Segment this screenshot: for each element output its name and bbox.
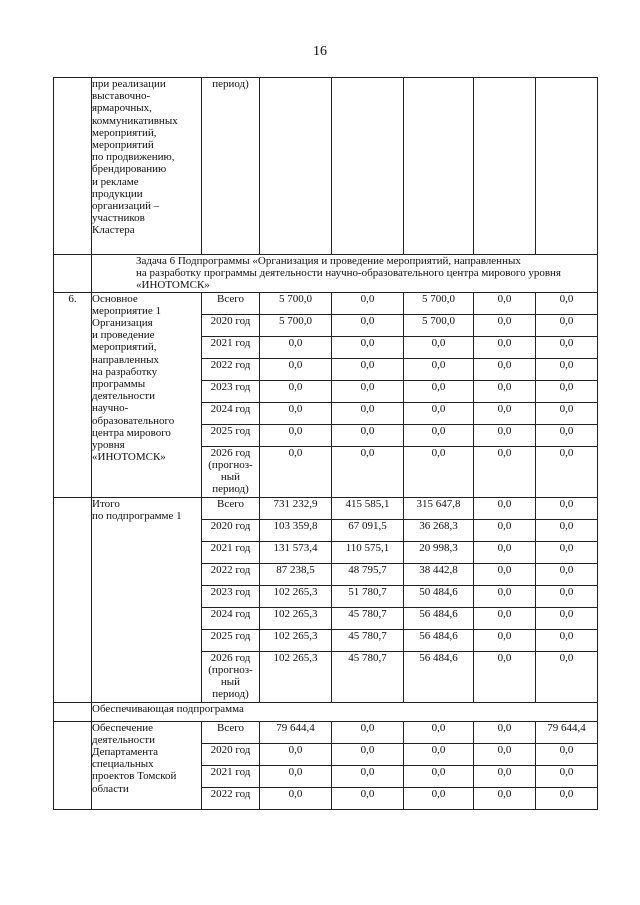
value-cell: 0,0 — [474, 743, 536, 765]
year-cell: 2023 год — [202, 585, 260, 607]
value-cell: 56 484,6 — [404, 607, 474, 629]
year-cell: 2024 год — [202, 402, 260, 424]
text-line: «ИНОТОМСК» — [92, 451, 166, 464]
number-cell — [54, 78, 92, 255]
year-cell: 2020 год — [202, 314, 260, 336]
text-line: (прогноз- — [208, 663, 253, 676]
year-cell: 2021 год — [202, 541, 260, 563]
value-cell: 0,0 — [536, 446, 598, 497]
value-cell: 0,0 — [536, 402, 598, 424]
value-cell: 0,0 — [332, 743, 404, 765]
text-line: ярмарочных, — [92, 102, 152, 115]
value-cell: 0,0 — [474, 585, 536, 607]
value-cell: 0,0 — [536, 292, 598, 314]
value-cell: 0,0 — [536, 336, 598, 358]
value-cell: 0,0 — [474, 380, 536, 402]
value-cell: 131 573,4 — [260, 541, 332, 563]
table-row — [54, 497, 598, 519]
value-cell: 0,0 — [404, 765, 474, 787]
value-cell: 38 442,8 — [404, 563, 474, 585]
text-line: мероприятий — [92, 139, 154, 152]
value-cell: 0,0 — [536, 314, 598, 336]
value-cell: 0,0 — [260, 358, 332, 380]
value-cell: 0,0 — [260, 380, 332, 402]
year-cell: 2023 год — [202, 380, 260, 402]
value-cell: 0,0 — [332, 424, 404, 446]
text-line: направленных — [92, 353, 159, 366]
text-line: мероприятие 1 — [92, 304, 162, 317]
value-cell: 67 091,5 — [332, 519, 404, 541]
value-cell: 0,0 — [260, 787, 332, 809]
value-cell: 48 795,7 — [332, 563, 404, 585]
text-line: при реализации — [92, 78, 166, 90]
value-cell: 87 238,5 — [260, 563, 332, 585]
value-cell: 56 484,6 — [404, 651, 474, 702]
value-cell: 415 585,1 — [332, 497, 404, 519]
value-cell: 0,0 — [404, 336, 474, 358]
value-cell: 0,0 — [332, 314, 404, 336]
text-line: деятельности — [92, 733, 155, 746]
text-line: 2026 год — [210, 651, 251, 664]
value-cell: 0,0 — [536, 765, 598, 787]
text-line: образовательного — [92, 414, 175, 427]
value-cell: 0,0 — [474, 721, 536, 743]
number-cell — [54, 497, 92, 702]
value-cell: 0,0 — [536, 380, 598, 402]
value-cell: 0,0 — [332, 358, 404, 380]
value-cell: 0,0 — [474, 563, 536, 585]
value-cell: 0,0 — [404, 358, 474, 380]
year-cell: 2020 год — [202, 743, 260, 765]
page-number: 16 — [313, 44, 327, 59]
year-cell: 2025 год — [202, 629, 260, 651]
value-cell: 0,0 — [536, 497, 598, 519]
value-cell: 0,0 — [260, 402, 332, 424]
text-line: мероприятий, — [92, 341, 157, 354]
text-line: ный — [220, 471, 241, 484]
value-cell: 79 644,4 — [536, 721, 598, 743]
value-cell: 102 265,3 — [260, 585, 332, 607]
value-cell: 0,0 — [536, 424, 598, 446]
value-cell: 0,0 — [474, 402, 536, 424]
top-continuation-row — [54, 78, 598, 255]
value-cell: 0,0 — [404, 402, 474, 424]
value-cell: 0,0 — [404, 787, 474, 809]
value-cell: 36 268,3 — [404, 519, 474, 541]
value-cell: 0,0 — [332, 402, 404, 424]
text-line: 2026 год — [210, 446, 251, 459]
task-header — [92, 255, 598, 293]
text-line: Основное — [92, 292, 138, 305]
text-line: период) — [212, 688, 249, 701]
value-cell: 0,0 — [474, 424, 536, 446]
value-cell: 0,0 — [536, 743, 598, 765]
value-cell — [536, 78, 598, 255]
value-cell: 0,0 — [474, 541, 536, 563]
year-cell: 2025 год — [202, 424, 260, 446]
value-cell: 0,0 — [332, 446, 404, 497]
year-cell: 2024 год — [202, 607, 260, 629]
text-line: Итого — [92, 497, 120, 510]
value-cell: 0,0 — [536, 787, 598, 809]
text-line: на разработку программы деятельности научно-образовательного центра мирового уровня — [136, 267, 561, 280]
value-cell: 5 700,0 — [404, 292, 474, 314]
table-row — [54, 721, 598, 743]
value-cell: 110 575,1 — [332, 541, 404, 563]
value-cell: 0,0 — [474, 651, 536, 702]
measure-name-cell — [92, 78, 202, 255]
value-cell: 0,0 — [260, 446, 332, 497]
value-cell: 20 998,3 — [404, 541, 474, 563]
value-cell: 0,0 — [474, 314, 536, 336]
table-row — [54, 292, 598, 314]
measure-name-cell — [92, 292, 202, 497]
budget-table — [53, 77, 598, 810]
value-cell: 0,0 — [404, 446, 474, 497]
value-cell: 102 265,3 — [260, 607, 332, 629]
measure-name-cell — [92, 721, 202, 809]
value-cell: 51 780,7 — [332, 585, 404, 607]
value-cell: 0,0 — [536, 563, 598, 585]
year-cell: Всего — [202, 721, 260, 743]
value-cell: 5 700,0 — [260, 292, 332, 314]
value-cell: 0,0 — [536, 629, 598, 651]
value-cell: 0,0 — [474, 358, 536, 380]
year-cell — [202, 446, 260, 497]
text-line: продукции — [92, 187, 143, 200]
value-cell: 0,0 — [474, 336, 536, 358]
value-cell: 0,0 — [536, 651, 598, 702]
text-line: специальных — [92, 758, 154, 771]
year-cell: 2021 год — [202, 336, 260, 358]
text-line: организаций – — [92, 200, 160, 213]
value-cell: 0,0 — [404, 424, 474, 446]
value-cell: 45 780,7 — [332, 629, 404, 651]
value-cell: 0,0 — [474, 607, 536, 629]
value-cell: 0,0 — [404, 743, 474, 765]
year-cell: 2020 год — [202, 519, 260, 541]
subprogram-header: Обеспечивающая подпрограмма — [92, 702, 598, 721]
value-cell: 0,0 — [474, 765, 536, 787]
number-cell — [54, 721, 92, 809]
value-cell: 0,0 — [260, 765, 332, 787]
value-cell: 102 265,3 — [260, 651, 332, 702]
value-cell — [260, 78, 332, 255]
value-cell: 0,0 — [332, 787, 404, 809]
text-line: выставочно- — [92, 90, 151, 103]
text-line: Кластера — [92, 224, 135, 237]
text-line: по продвижению, — [92, 151, 175, 164]
text-line: по подпрограмме 1 — [92, 509, 182, 522]
text-line: (прогноз- — [208, 458, 253, 471]
value-cell: 0,0 — [332, 336, 404, 358]
value-cell: 315 647,8 — [404, 497, 474, 519]
value-cell: 0,0 — [332, 765, 404, 787]
measure-name — [92, 78, 201, 237]
value-cell: 0,0 — [474, 292, 536, 314]
value-cell: 0,0 — [260, 424, 332, 446]
year-cell: 2022 год — [202, 358, 260, 380]
text-line: проектов Томской — [92, 770, 177, 783]
text-line: Обеспечение — [92, 721, 153, 734]
value-cell: 0,0 — [536, 607, 598, 629]
value-cell: 0,0 — [536, 585, 598, 607]
measure-name-cell — [92, 497, 202, 702]
value-cell: 0,0 — [332, 721, 404, 743]
value-cell: 103 359,8 — [260, 519, 332, 541]
year-cell — [202, 651, 260, 702]
text-line: Департамента — [92, 746, 159, 759]
number-cell — [54, 255, 92, 293]
value-cell: 79 644,4 — [260, 721, 332, 743]
number-cell — [54, 702, 92, 721]
text-line: Организация — [92, 317, 153, 330]
text-line: и проведение — [92, 329, 155, 342]
text-line: центра мирового — [92, 426, 171, 439]
value-cell: 0,0 — [474, 787, 536, 809]
text-line: научно- — [92, 402, 129, 415]
value-cell: 0,0 — [474, 629, 536, 651]
year-cell: Всего — [202, 497, 260, 519]
value-cell: 0,0 — [536, 358, 598, 380]
text-line: области — [92, 782, 129, 795]
value-cell: 0,0 — [474, 519, 536, 541]
value-cell: 45 780,7 — [332, 607, 404, 629]
value-cell: 56 484,6 — [404, 629, 474, 651]
value-cell: 0,0 — [332, 292, 404, 314]
text-line: уровня — [92, 439, 125, 452]
text-line: деятельности — [92, 390, 155, 403]
value-cell: 45 780,7 — [332, 651, 404, 702]
text-line: период) — [212, 483, 249, 496]
period-cell: период) — [202, 78, 260, 255]
value-cell: 0,0 — [260, 743, 332, 765]
year-cell: 2021 год — [202, 765, 260, 787]
value-cell: 5 700,0 — [260, 314, 332, 336]
value-cell — [404, 78, 474, 255]
value-cell: 0,0 — [404, 380, 474, 402]
year-cell: 2022 год — [202, 563, 260, 585]
number-cell: 6. — [54, 292, 92, 497]
task-title — [136, 255, 597, 292]
value-cell: 0,0 — [536, 541, 598, 563]
task-header-row — [54, 255, 598, 293]
value-cell: 0,0 — [404, 721, 474, 743]
text-line: коммуникативных — [92, 114, 178, 127]
text-line: «ИНОТОМСК» — [136, 279, 210, 292]
value-cell: 0,0 — [474, 446, 536, 497]
value-cell: 0,0 — [260, 336, 332, 358]
text-line: брендированию — [92, 163, 167, 176]
value-cell: 50 484,6 — [404, 585, 474, 607]
text-line: Задача 6 Подпрограммы «Организация и проведение мероприятий, направленных — [136, 255, 521, 267]
text-line: участников — [92, 212, 145, 225]
subprogram-header-row — [54, 702, 598, 721]
value-cell: 102 265,3 — [260, 629, 332, 651]
value-cell: 731 232,9 — [260, 497, 332, 519]
value-cell — [332, 78, 404, 255]
value-cell — [474, 78, 536, 255]
value-cell: 5 700,0 — [404, 314, 474, 336]
text-line: программы — [92, 378, 146, 391]
text-line: мероприятий, — [92, 126, 157, 139]
value-cell: 0,0 — [332, 380, 404, 402]
text-line: на разработку — [92, 365, 158, 378]
year-cell: 2022 год — [202, 787, 260, 809]
text-line: ный — [220, 676, 241, 689]
value-cell: 0,0 — [474, 497, 536, 519]
year-cell: Всего — [202, 292, 260, 314]
value-cell: 0,0 — [536, 519, 598, 541]
text-line: и рекламе — [92, 175, 139, 188]
